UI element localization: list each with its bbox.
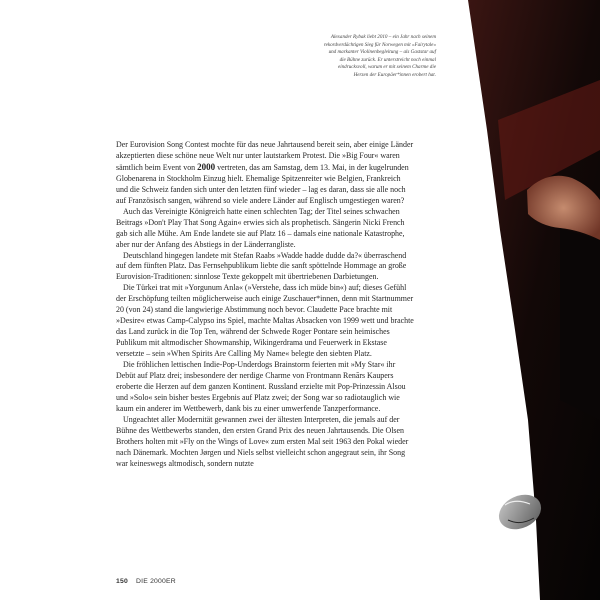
paragraph: Deutschland hingegen landete mit Stefan Raabs »Wadde hadde dudde da?« überraschend auf dem fünften Platz. Das Fernsehpublikum liebte die sanft spöttelnde Hommage an große Eurovision-Traditionen: sinnlose Texte gekoppelt mit übertriebenen Darbietungen. [116,250,407,282]
paragraph-text: Der Eurovision Song Contest mochte für das neue Jahrtausend bereit sein, aber einige Länder akzeptierten diese schöne neue Welt nur unter lautstarkem Protest. Die »Big Four« waren sämtlich beim Event von [116,140,414,172]
caption-line: Alexander Rybak liebt 2010 – ein Jahr nach seinem [330,34,436,40]
caption-line: und markanter Violinenbegleitung – als Gaststar auf [328,49,436,56]
caption-line: Herzen der Europäer*innen erobert hat. [353,71,436,78]
photo-caption [292,34,436,80]
caption-line: eindrucksvoll, warum er mit seinem Charme die [337,64,436,71]
paragraph [116,140,414,207]
article-body [116,140,414,470]
caption-line: die Bühne zurück. Er unterstreicht noch einmal [339,56,436,63]
paragraph: Ungeachtet aller Modernität gewannen zwei der ältesten Interpreten, die jemals auf der Bühne des Wettbewerbs standen, den ersten Grand Prix des neuen Jahrtausends. Die Olsen Brothers holten mit »Fly on the Wings of Love« zum ersten Mal seit 1963 den Pokal wieder nach Dänemark. Mochten Jørgen und Niels selbst vielleicht schon angegraut sein, ihr Song war keineswegs altmodisch, sondern nutzte [116,414,409,468]
paragraph-text: vertreten, das am Samstag, dem 13. Mai, in der kugelrunden Globenarena in Stockholm Einzug hielt. Ehemalige Spitzenreiter wie Belgien, Frankreich und die Schweiz fanden sich unter den letzten fünf wieder – lag es daran, dass sie alle noch auf Französisch sangen, während so viele andere Länder auf Englisch umgestiegen waren? [116,162,409,205]
page-footer [116,578,176,585]
paragraph: Die Türkei trat mit »Yorgunum Anla« (»Verstehe, dass ich müde bin«) auf; dieses Gefühl der Erschöpfung teilten möglicherweise auch einige Zuschauer*innen, denn mit Startnummer 20 (von 24) stand die langwierige Abstimmung noch bevor. Claudette Pace brachte mit »Desire« etwas Camp-Calypso ins Spiel, machte Maltas Absacken von 1999 wett und brachte das Land zurück in die Top Ten, während der Schwede Roger Pontare sein heimisches Publikum mit altmodischer Showmanship, Wikingerdrama und Feuerwerk in Ekstase versetzte – sein »When Spirits Are Calling My Name« belegte den siebten Platz. [116,283,414,359]
paragraph: Auch das Vereinigte Königreich hatte einen schlechten Tag; der Titel seines schwachen Beitrags »Don't Play That Song Again« erwies sich als prophetisch. Sängerin Nicki French gab sich alle Mühe. Am Ende landete sie auf Platz 16 – damals eine nationale Katastrophe, aber nur der Anfang des Abstiegs in der Länderrangliste. [116,206,405,249]
paragraph: Die fröhlichen lettischen Indie-Pop-Underdogs Brainstorm feierten mit »My Star« ihr Debüt auf Platz drei; insbesondere der nerdige Charme von Frontmann Renārs Kaupers eroberte die Herzen auf dem ganzen Kontinent. Russland erzielte mit Pop-Prinzessin Alsou und »Solo« sein bisher bestes Ergebnis auf Platz zwei; der Song war so radiotauglich wie kaum ein anderer im Wettbewerb, dank bis zu einer umwerfende Tanzperformance. [116,360,406,413]
section-title: DIE 2000ER [136,578,176,585]
caption-line: rekordverdächtigen Sieg für Norwegen mit »Fairytale« [323,41,436,48]
year-highlight: 2000 [197,161,216,172]
page-number: 150 [116,578,128,585]
